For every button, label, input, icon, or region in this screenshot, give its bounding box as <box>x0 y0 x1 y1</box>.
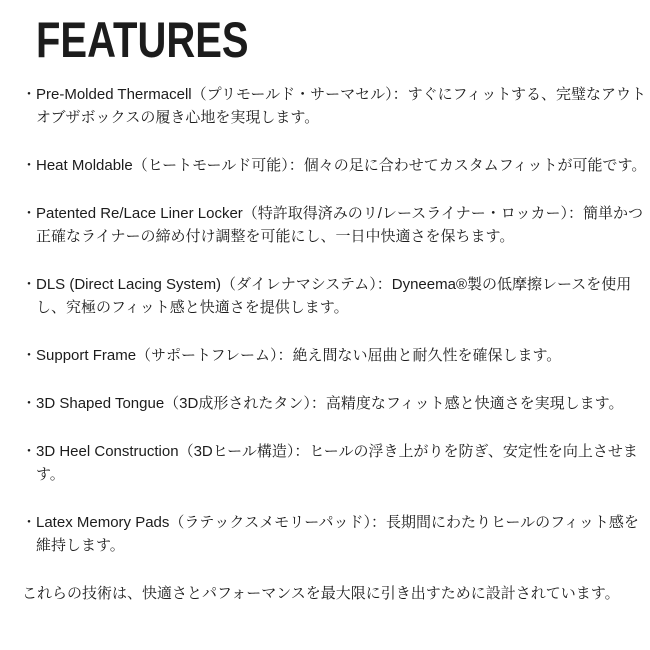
feature-text: DLS (Direct Lacing System)（ダイレナマシステム）：Dyneema®製の低摩擦レースを使用し、究極のフィット感と快適さを提供します。 <box>36 276 632 316</box>
feature-text: Support Frame（サポートフレーム）：絶え間ない屈曲と耐久性を確保します。 <box>36 347 562 364</box>
feature-item <box>22 202 648 248</box>
page-title: FEATURES <box>36 12 249 68</box>
feature-item <box>22 83 648 129</box>
closing-note: これらの技術は、快適さとパフォーマンスを最大限に引き出すために設計されています。 <box>22 585 620 602</box>
feature-text: Patented Re/Lace Liner Locker（特許取得済みのリ/レースライナー・ロッカー）：簡単かつ正確なライナーの締め付け調整を可能にし、一日中快適さを保ちます。 <box>36 205 643 245</box>
feature-text: 3D Heel Construction（3Dヒール構造）：ヒールの浮き上がりを防ぎ、安定性を向上させます。 <box>36 443 638 483</box>
bullet-dot-icon: ・ <box>22 276 36 292</box>
bullet-dot-icon: ・ <box>22 443 36 459</box>
feature-item <box>22 440 648 486</box>
feature-list <box>22 83 648 557</box>
feature-text: 3D Shaped Tongue（3D成形されたタン）：高精度なフィット感と快適さを実現します。 <box>36 395 624 412</box>
feature-text: Latex Memory Pads（ラテックスメモリーパッド）：長期間にわたりヒールのフィット感を維持します。 <box>36 514 639 554</box>
bullet-dot-icon: ・ <box>22 86 36 102</box>
feature-item <box>22 392 648 415</box>
feature-item <box>22 273 648 319</box>
bullet-dot-icon: ・ <box>22 347 36 363</box>
feature-text: Pre-Molded Thermacell（プリモールド・サーマセル）：すぐにフィットする、完璧なアウトオブザボックスの履き心地を実現します。 <box>36 86 646 126</box>
bullet-dot-icon: ・ <box>22 157 36 173</box>
bullet-dot-icon: ・ <box>22 205 36 221</box>
bullet-dot-icon: ・ <box>22 514 36 530</box>
feature-text: Heat Moldable（ヒートモールド可能）：個々の足に合わせてカスタムフィットが可能です。 <box>36 157 647 174</box>
feature-item <box>22 154 648 177</box>
bullet-dot-icon: ・ <box>22 395 36 411</box>
feature-item <box>22 344 648 367</box>
feature-item <box>22 511 648 557</box>
